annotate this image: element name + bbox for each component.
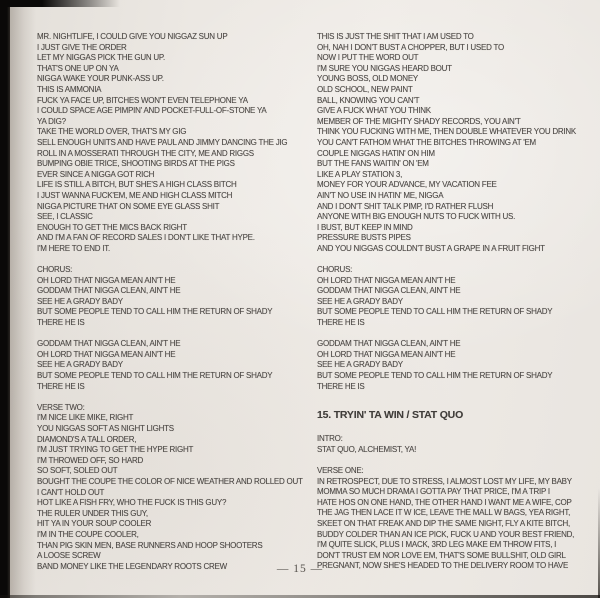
lyric-line: PREGNANT, NOW SHE'S HEADED TO THE DELIVERY ROOM TO HAVE — [317, 561, 569, 571]
lyric-line: A LOOSE SCREW — [37, 551, 101, 561]
lyric-line: GODDAM THAT NIGGA CLEAN, AIN'T HE — [37, 339, 181, 349]
lyric-line: SKEET ON THAT FREAK AND DIP THE SAME NIGHT, FLY A KITE BITCH, — [317, 518, 570, 528]
lyric-line: ANYONE WITH BIG ENOUGH NUTS TO FUCK WITH US. — [317, 212, 516, 222]
booklet-spine-edge — [0, 0, 10, 598]
lyric-line: HOT LIKE A FISH FRY, WHO THE FUCK IS THIS GUY? — [37, 498, 227, 508]
lyric-line: BUT SOME PEOPLE TEND TO CALL HIM THE RETURN OF SHADY — [317, 371, 553, 380]
lyric-line: THE JAG THEN LACE IT W ICE, LEAVE THE MALL W BAGS, YEA RIGHT, — [317, 508, 571, 518]
lyric-line: MR. NIGHTLIFE, I COULD GIVE YOU NIGGAZ SUN UP — [37, 32, 228, 41]
lyric-line: LIKE A PLAY STATION 3, — [317, 169, 403, 179]
lyric-line: DON'T TRUST EM NOR LOVE EM, THAT'S SOME BULLSHIT, OLD GIRL — [317, 550, 566, 560]
lyric-line: BUMPING OBIE TRICE, SHOOTING BIRDS AT THE PIGS — [37, 159, 235, 169]
lyric-line: THERE HE IS — [37, 381, 85, 391]
lyric-line: I'M IN THE COUPE COOLER, — [37, 529, 139, 539]
lyric-line: EVER SINCE A NIGGA GOT RICH — [37, 169, 155, 179]
lyric-line: DIAMOND'S A TALL ORDER, — [37, 434, 137, 444]
lyric-line: I'M NICE LIKE MIKE, RIGHT — [37, 413, 134, 423]
lyric-block — [37, 403, 309, 573]
lyric-line: OH LORD THAT NIGGA MEAN AIN'T HE — [317, 349, 456, 359]
lyric-line: GODDAM THAT NIGGA CLEAN, AIN'T HE — [317, 339, 461, 349]
lyric-line: COUPLE NIGGAS HATIN' ON HIM — [317, 148, 435, 158]
lyric-line: YOU CAN'T FATHOM WHAT THE BITCHES THROWING AT 'EM — [317, 137, 536, 147]
lyric-line: THAT'S ONE UP ON YA — [37, 63, 119, 73]
lyric-line: BOUGHT THE COUPE THE COLOR OF NICE WEATHER AND ROLLED OUT — [37, 476, 303, 486]
spine-shadow — [10, 0, 36, 598]
song-title-block — [317, 409, 589, 421]
lyric-line: THIS IS AMMONIA — [37, 84, 102, 94]
lyric-line: OH LORD THAT NIGGA MEAN AIN'T HE — [37, 349, 176, 359]
lyric-line: I'M THROWED OFF, SO HARD — [37, 455, 144, 465]
lyric-line: TAKE THE WORLD OVER, THAT'S MY GIG — [37, 127, 187, 137]
lyric-line: OLD SCHOOL, NEW PAINT — [317, 84, 413, 94]
lyric-line: NIGGA PICTURE THAT ON SOME EYE GLASS SHIT — [37, 201, 220, 211]
lyric-block — [317, 265, 589, 329]
lyric-line: THERE HE IS — [317, 318, 365, 328]
lyric-line: THIS IS JUST THE SHIT THAT I AM USED TO — [317, 32, 474, 41]
lyric-line: ENOUGH TO GET THE MICS BACK RIGHT — [37, 222, 187, 232]
lyrics-column-right — [317, 32, 589, 583]
lyric-line: FUCK YA FACE UP, BITCHES WON'T EVEN TELEPHONE YA — [37, 95, 248, 105]
lyric-block — [317, 434, 589, 455]
lyric-block — [37, 32, 309, 254]
lyric-line: BUT SOME PEOPLE TEND TO CALL HIM THE RETURN OF SHADY — [37, 307, 273, 317]
lyric-line: GODDAM THAT NIGGA CLEAN, AIN'T HE — [317, 286, 461, 296]
lyric-block — [37, 339, 309, 392]
lyric-line: GODDAM THAT NIGGA CLEAN, AIN'T HE — [37, 286, 181, 296]
lyric-line: BAND MONEY LIKE THE LEGENDARY ROOTS CREW — [37, 561, 227, 571]
lyric-line: YOUNG BOSS, OLD MONEY — [317, 74, 418, 84]
lyric-block — [37, 265, 309, 329]
lyric-line: AND I DON'T SHIT TALK PIMP, I'D RATHER FLUSH — [317, 201, 494, 211]
lyric-block — [317, 466, 589, 572]
lyric-line: I'M QUITE SLICK, PLUS I MACK, 3RD LEG MAKE EM THROW FITS, I — [317, 540, 557, 550]
lyric-line: BUT THE FANS WAITIN' ON 'EM — [317, 159, 429, 169]
lyric-line: I BUST, BUT KEEP IN MIND — [317, 222, 413, 232]
lyric-line: HIT YA IN YOUR SOUP COOLER — [37, 519, 152, 529]
lyric-line: MEMBER OF THE MIGHTY SHADY RECORDS, YOU AIN'T — [317, 116, 521, 126]
lyric-line: HATE HOS ON ONE HAND, THE OTHER HAND I WANT ME A WIFE, COP — [317, 497, 572, 507]
lyric-line: SO SOFT, SOLED OUT — [37, 466, 118, 476]
lyric-line: OH LORD THAT NIGGA MEAN AIN'T HE — [37, 275, 176, 285]
lyric-line: I'M HERE TO END IT. — [37, 243, 110, 253]
lyric-line: SELL ENOUGH UNITS AND HAVE PAUL AND JIMMY DANCING THE JIG — [37, 137, 288, 147]
lyric-line: OH LORD THAT NIGGA MEAN AIN'T HE — [317, 275, 456, 285]
lyric-line: MONEY FOR YOUR ADVANCE, MY VACATION FEE — [317, 180, 497, 190]
lyric-line: NIGGA WAKE YOUR PUNK-ASS UP. — [37, 74, 164, 84]
lyric-line: PRESSURE BUSTS PIPES — [317, 233, 411, 243]
lyric-line: AND YOU NIGGAS COULDN'T BUST A GRAPE IN A FRUIT FIGHT — [317, 243, 545, 253]
lyric-block — [317, 339, 589, 392]
lyric-line: MOMMA SO MUCH DRAMA I GOTTA PAY THAT PRICE, I'M A TRIP I — [317, 487, 550, 497]
page-number: — 15 — — [276, 563, 324, 575]
lyric-line: SEE, I CLASSIC — [37, 212, 93, 222]
lyrics-column-left — [37, 32, 309, 583]
lyric-line: BUDDY COLDER THAN AN ICE PICK, FUCK U AND YOUR BEST FRIEND, — [317, 529, 575, 539]
lyric-line: VERSE TWO: — [37, 402, 85, 412]
lyric-line: AND I'M A FAN OF RECORD SALES I DON'T LIKE THAT HYPE. — [37, 233, 255, 243]
lyric-line: BALL, KNOWING YOU CAN'T — [317, 95, 420, 105]
lyric-line: CHORUS: — [317, 265, 353, 275]
lyric-line: LET MY NIGGAS PICK THE GUN UP. — [37, 53, 165, 63]
scan-edge-top — [0, 0, 120, 7]
lyric-line: ROLL IN A MOSSERATI THROUGH THE CITY, ME AND RIGGS — [37, 148, 254, 158]
lyric-line: THERE HE IS — [317, 381, 365, 391]
lyric-line: IN RETROSPECT, DUE TO STRESS, I ALMOST LOST MY LIFE, MY BABY — [317, 476, 572, 486]
lyric-line: SEE HE A GRADY BADY — [317, 296, 403, 306]
lyric-line: I'M JUST TRYING TO GET THE HYPE RIGHT — [37, 445, 194, 455]
lyric-line: SEE HE A GRADY BADY — [37, 296, 123, 306]
lyric-line: THERE HE IS — [37, 318, 85, 328]
lyric-line: YA DIG? — [37, 116, 66, 126]
lyric-line: CHORUS: — [37, 265, 73, 275]
lyric-line: I'M SURE YOU NIGGAS HEARD BOUT — [317, 63, 452, 73]
lyric-line: I CAN'T HOLD OUT — [37, 487, 105, 497]
lyric-line: BUT SOME PEOPLE TEND TO CALL HIM THE RETURN OF SHADY — [317, 307, 553, 317]
lyric-line: STAT QUO, ALCHEMIST, YA! — [317, 444, 417, 454]
lyric-line: THE RULER UNDER THIS GUY, — [37, 508, 148, 518]
lyric-block — [317, 32, 589, 254]
lyric-line: BUT SOME PEOPLE TEND TO CALL HIM THE RETURN OF SHADY — [37, 371, 273, 380]
lyric-line: GIVE A FUCK WHAT YOU THINK — [317, 106, 431, 116]
lyric-line: SEE HE A GRADY BADY — [37, 360, 123, 370]
lyric-line: VERSE ONE: — [317, 465, 364, 475]
song-title: 15. TRYIN' TA WIN / STAT QUO — [317, 409, 464, 422]
lyric-line: I JUST GIVE THE ORDER — [37, 42, 127, 52]
lyric-line: AIN'T NO USE IN HATIN' ME, NIGGA — [317, 190, 444, 200]
lyric-line: LIFE IS STILL A BITCH, BUT SHE'S A HIGH CLASS BITCH — [37, 180, 237, 190]
lyric-line: OH, NAH I DON'T BUST A CHOPPER, BUT I USED TO — [317, 42, 504, 52]
lyric-line: YOU NIGGAS SOFT AS NIGHT LIGHTS — [37, 423, 174, 433]
lyric-line: THINK YOU FUCKING WITH ME, THEN DOUBLE WHATEVER YOU DRINK — [317, 127, 576, 137]
lyric-line: I JUST WANNA FUCK'EM, ME AND HIGH CLASS MITCH — [37, 190, 233, 200]
lyric-line: INTRO: — [317, 434, 343, 444]
lyric-line: SEE HE A GRADY BADY — [317, 360, 403, 370]
lyric-line: THAN PIG SKIN MEN, BASE RUNNERS AND HOOP SHOOTERS — [37, 540, 263, 550]
lyric-line: I COULD SPACE AGE PIMPIN' AND POCKET-FULL-OF-STONE YA — [37, 106, 267, 116]
lyric-line: NOW I PUT THE WORD OUT — [317, 53, 419, 63]
